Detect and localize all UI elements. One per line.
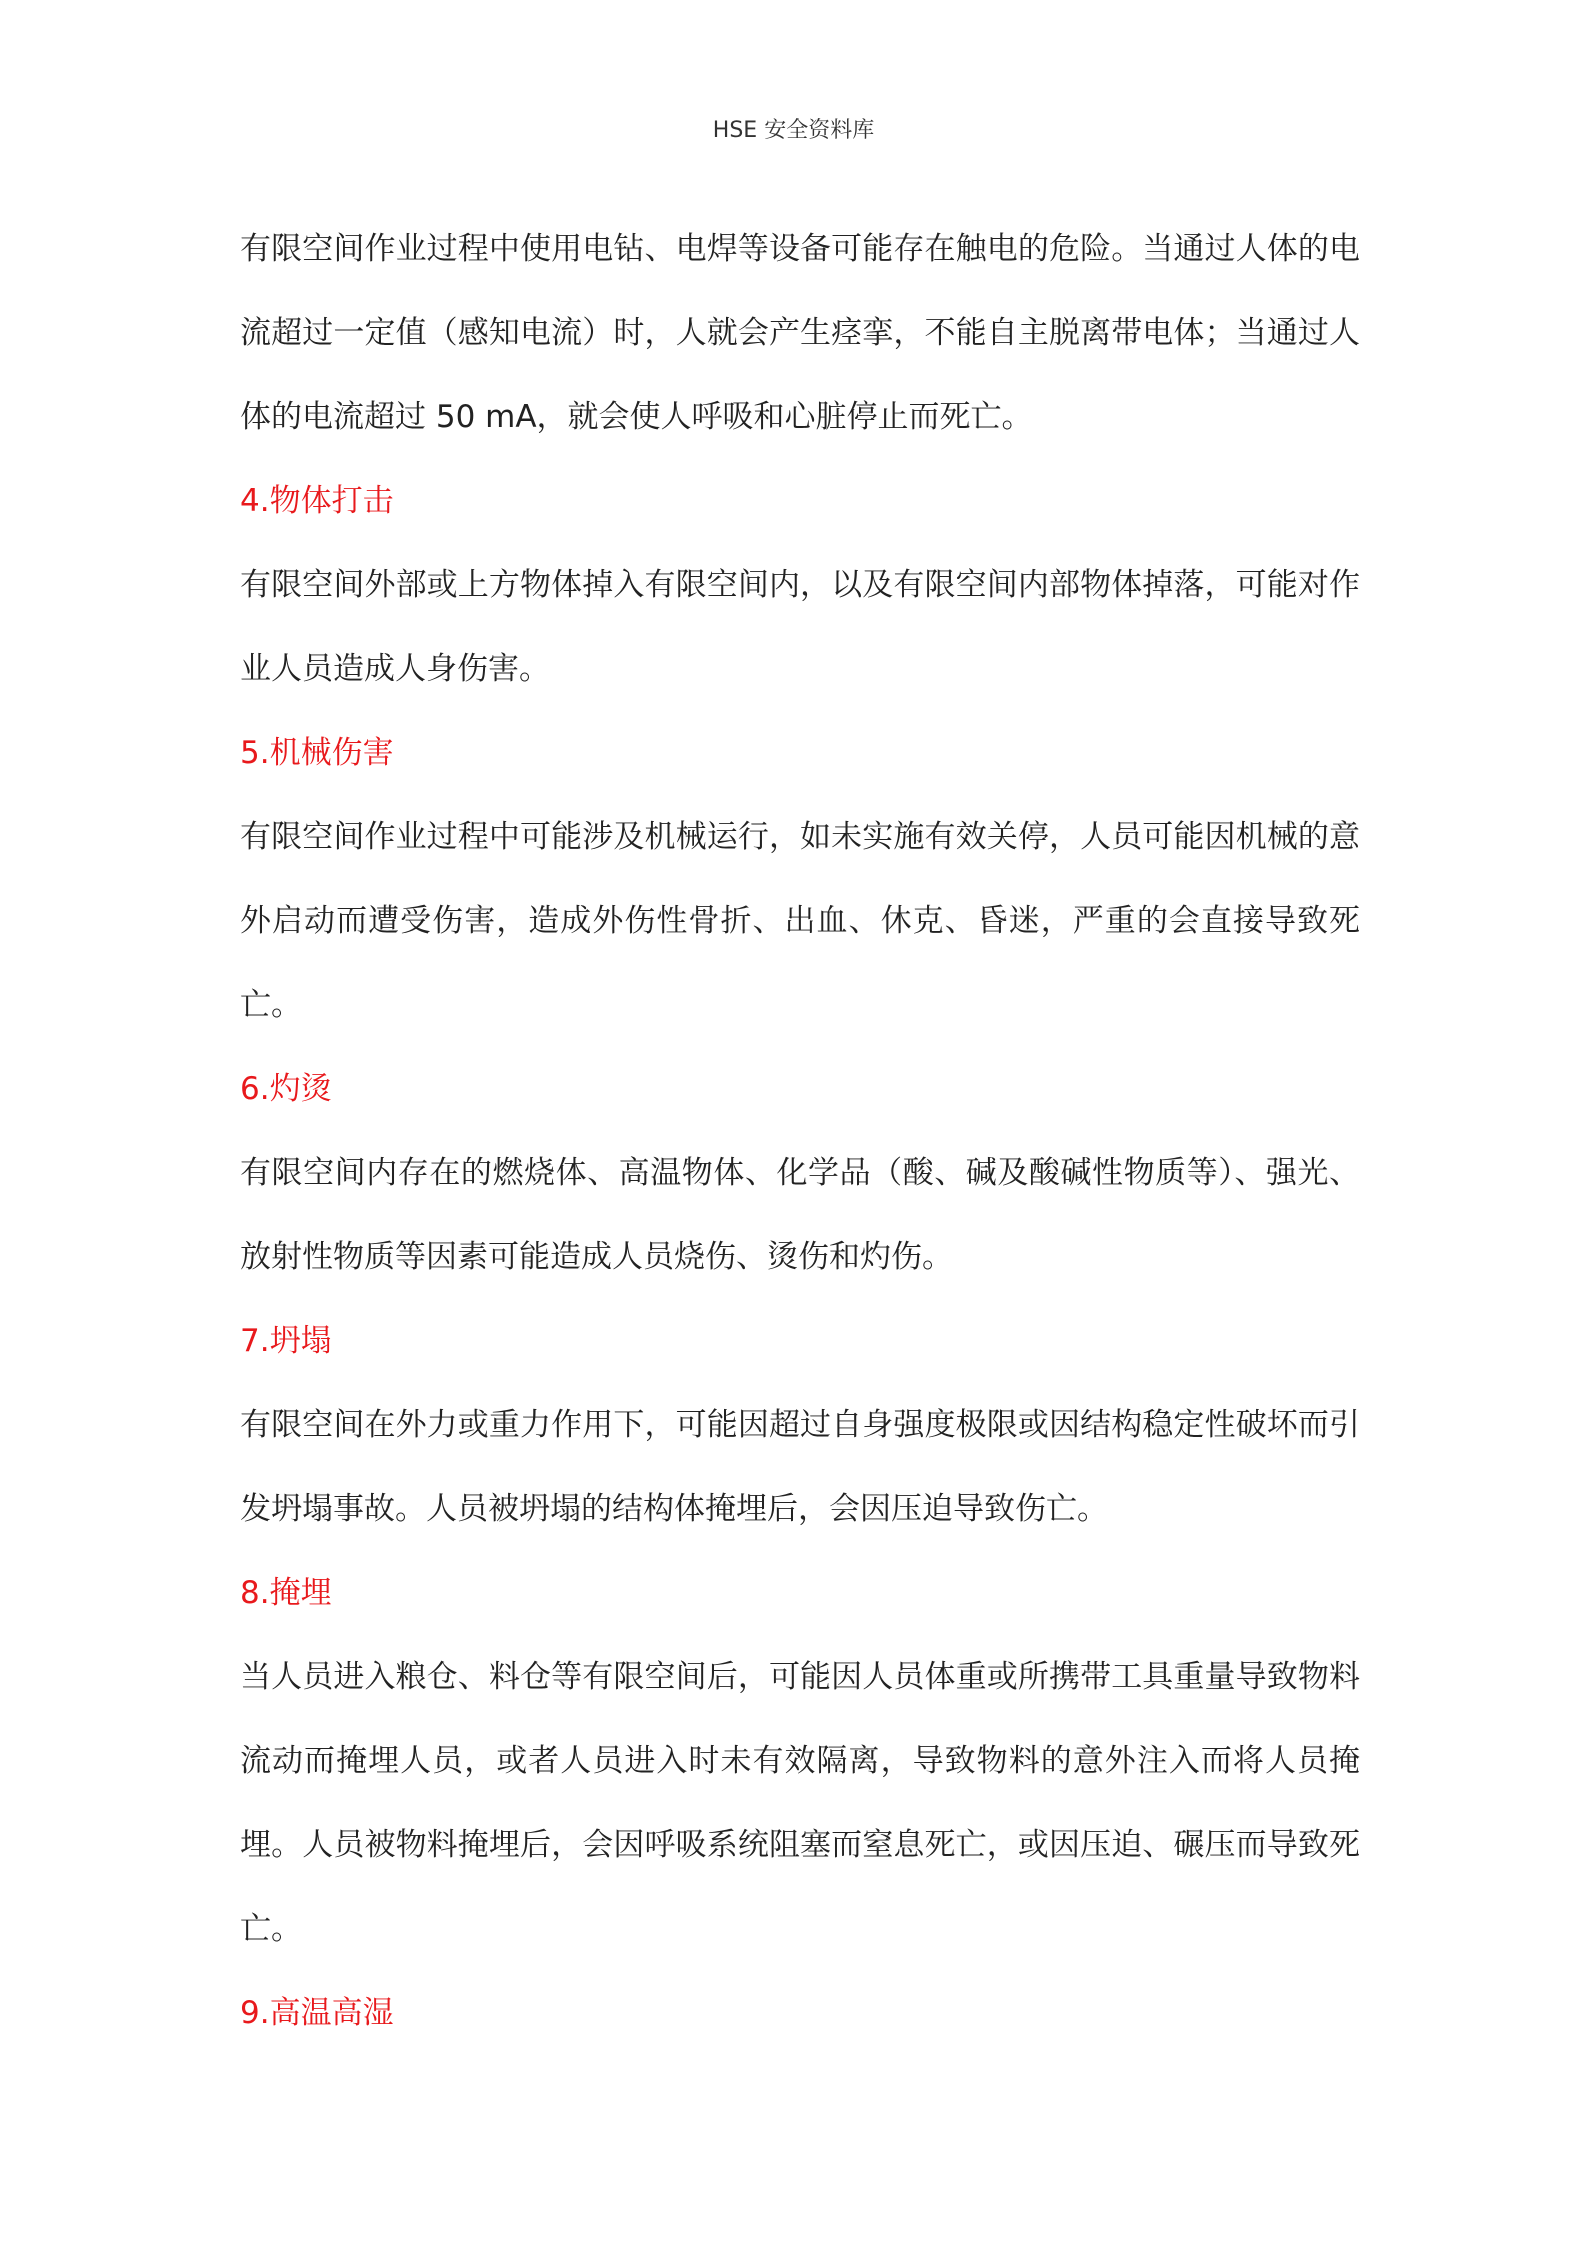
heading-collapse: 7.坍塌 [240,1323,332,1359]
paragraph-mechanical-injury: 有限空间作业过程中可能涉及机械运行，如未实施有效关停，人员可能因机械的意外启动而遭受伤害，造成外伤性骨折、出血、休克、昏迷，严重的会直接导致死亡。 [240,819,1360,1023]
paragraph-burns: 有限空间内存在的燃烧体、高温物体、化学品（酸、碱及酸碱性物质等）、强光、放射性物质等因素可能造成人员烧伤、烫伤和灼伤。 [240,1155,1360,1275]
paragraph-collapse: 有限空间在外力或重力作用下，可能因超过自身强度极限或因结构稳定性破坏而引发坍塌事故。人员被坍塌的结构体掩埋后，会因压迫导致伤亡。 [240,1407,1360,1527]
heading-mechanical-injury: 5.机械伤害 [240,735,394,771]
paragraph-electric-shock: 有限空间作业过程中使用电钻、电焊等设备可能存在触电的危险。当通过人体的电流超过一定值（感知电流）时，人就会产生痉挛，不能自主脱离带电体；当通过人体的电流超过 50 mA，就会使人呼吸和心脏停止而死亡。 [240,231,1360,435]
heading-high-temp-humidity: 9.高温高湿 [240,1995,394,2031]
document-body [240,207,1360,2055]
heading-burial: 8.掩埋 [240,1575,332,1611]
heading-burns: 6.灼烫 [240,1071,332,1107]
paragraph-object-strike: 有限空间外部或上方物体掉入有限空间内，以及有限空间内部物体掉落，可能对作业人员造成人身伤害。 [240,567,1360,687]
heading-object-strike: 4.物体打击 [240,483,394,519]
paragraph-burial: 当人员进入粮仓、料仓等有限空间后，可能因人员体重或所携带工具重量导致物料流动而掩埋人员，或者人员进入时未有效隔离，导致物料的意外注入而将人员掩埋。人员被物料掩埋后，会因呼吸系统阻塞而窒息死亡，或因压迫、碾压而导致死亡。 [240,1659,1360,1947]
page-header: HSE 安全资料库 [712,118,875,143]
